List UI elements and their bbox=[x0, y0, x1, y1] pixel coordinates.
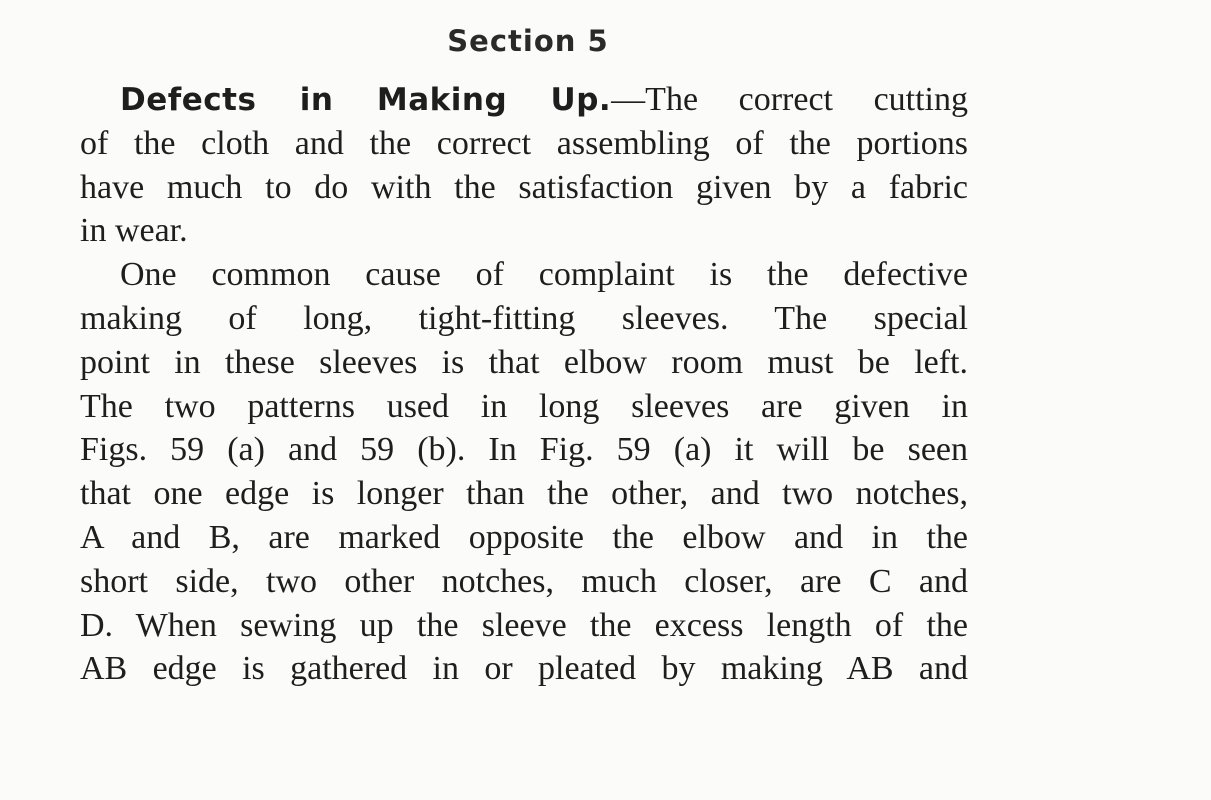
text-line: One common cause of complaint is the defective bbox=[120, 256, 968, 294]
text-line: have much to do with the satisfaction given by a fabric bbox=[80, 168, 968, 206]
paragraph-1 bbox=[80, 78, 968, 253]
text-line: in wear. bbox=[80, 212, 188, 250]
text-line-content: —The correct cutting bbox=[611, 81, 968, 118]
text-line: point in these sleeves is that elbow room must be left. bbox=[80, 343, 968, 381]
text-line: that one edge is longer than the other, and two notches, bbox=[80, 475, 968, 513]
text-line: of the cloth and the correct assembling of the portions bbox=[80, 124, 968, 162]
paragraph-2 bbox=[80, 253, 968, 691]
text-line: AB edge is gathered in or pleated by making AB and bbox=[80, 650, 968, 688]
text-line: short side, two other notches, much closer, are C and bbox=[80, 562, 968, 600]
text-line: Figs. 59 (a) and 59 (b). In Fig. 59 (a) it will be seen bbox=[80, 431, 968, 469]
body-text bbox=[80, 78, 968, 691]
text-line: A and B, are marked opposite the elbow and in the bbox=[80, 518, 968, 556]
section-heading: Section 5 bbox=[447, 24, 609, 58]
text-line: The two patterns used in long sleeves are given in bbox=[80, 387, 968, 425]
run-in-heading: Defects in Making Up. bbox=[120, 82, 612, 118]
text-line: making of long, tight-fitting sleeves. The special bbox=[80, 299, 968, 337]
text-line bbox=[80, 78, 968, 122]
text-line: D. When sewing up the sleeve the excess length of the bbox=[80, 606, 968, 644]
